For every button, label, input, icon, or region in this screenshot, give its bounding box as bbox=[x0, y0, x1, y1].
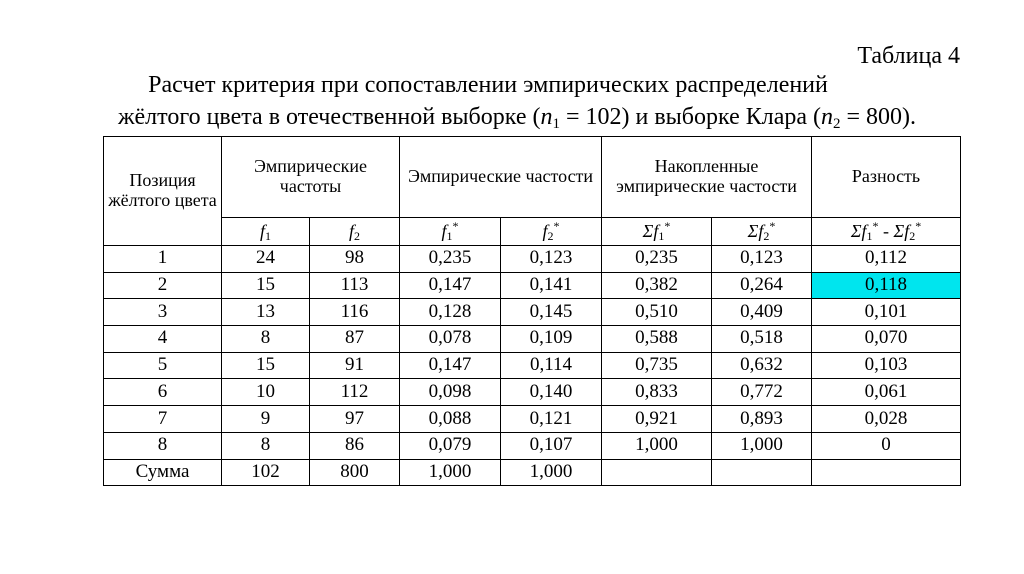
table-cell: 0,772 bbox=[712, 379, 812, 406]
table-cell: 0,109 bbox=[501, 326, 602, 353]
table-cell: 91 bbox=[310, 352, 400, 379]
table-cell bbox=[812, 459, 961, 486]
table-cell: 6 bbox=[104, 379, 222, 406]
table-cell: 8 bbox=[222, 432, 310, 459]
header-empirical-frequencies: Эмпирические частоты bbox=[222, 137, 400, 218]
table-cell: 0,147 bbox=[400, 272, 501, 299]
table-cell: 102 bbox=[222, 459, 310, 486]
table-cell: 0,145 bbox=[501, 299, 602, 326]
table-row bbox=[104, 326, 961, 353]
table-cell: 0,123 bbox=[501, 246, 602, 273]
table-cell: 97 bbox=[310, 406, 400, 433]
table-cell: 0,921 bbox=[602, 406, 712, 433]
table-cell: 113 bbox=[310, 272, 400, 299]
table-row bbox=[104, 432, 961, 459]
table-cell: 2 bbox=[104, 272, 222, 299]
table-cell: 8 bbox=[222, 326, 310, 353]
table-cell: 8 bbox=[104, 432, 222, 459]
table-cell: 0 bbox=[812, 432, 961, 459]
table-cell: 116 bbox=[310, 299, 400, 326]
table-cell: 0,893 bbox=[712, 406, 812, 433]
table-cell: 86 bbox=[310, 432, 400, 459]
table-row bbox=[104, 246, 961, 273]
table-cell: 0,112 bbox=[812, 246, 961, 273]
table-cell: 1,000 bbox=[712, 432, 812, 459]
subheader-f1-star: $f_1^*$ bbox=[400, 218, 501, 246]
subheader-f1: $f_1$ bbox=[222, 218, 310, 246]
table-cell: 1,000 bbox=[400, 459, 501, 486]
caption-fragment: = 102) и выборке Клара ( bbox=[559, 104, 822, 130]
table-row bbox=[104, 406, 961, 433]
subheader-row bbox=[104, 218, 961, 246]
subheader-f2: $f_2$ bbox=[310, 218, 400, 246]
table-cell: 0,107 bbox=[501, 432, 602, 459]
table-cell: 4 bbox=[104, 326, 222, 353]
table-cell: 0,103 bbox=[812, 352, 961, 379]
table-cell: 0,079 bbox=[400, 432, 501, 459]
table-cell: 5 bbox=[104, 352, 222, 379]
table-row bbox=[104, 299, 961, 326]
table-cell: 0,098 bbox=[400, 379, 501, 406]
table-cell: 0,235 bbox=[602, 246, 712, 273]
table-cell bbox=[602, 459, 712, 486]
table-cell: 0,264 bbox=[712, 272, 812, 299]
table-cell: 0,141 bbox=[501, 272, 602, 299]
caption-fragment: = 800). bbox=[840, 104, 917, 130]
table-cell: 0,101 bbox=[812, 299, 961, 326]
subheader-sum-f2-star: $\Sigma f_2^*$ bbox=[712, 218, 812, 246]
caption-fragment: n bbox=[540, 104, 553, 130]
table-cell: 0,632 bbox=[712, 352, 812, 379]
table-cell bbox=[712, 459, 812, 486]
table-cell: 0,735 bbox=[602, 352, 712, 379]
table-cell: 0,833 bbox=[602, 379, 712, 406]
table-cell: 0,588 bbox=[602, 326, 712, 353]
table-cell: 0,028 bbox=[812, 406, 961, 433]
table-cell: 13 bbox=[222, 299, 310, 326]
table-cell: 7 bbox=[104, 406, 222, 433]
caption-line-2 bbox=[5, 104, 1024, 131]
caption-fragment: 2 bbox=[833, 116, 841, 132]
table-cell: 0,409 bbox=[712, 299, 812, 326]
table-cell: 9 bbox=[222, 406, 310, 433]
table-cell: 1,000 bbox=[501, 459, 602, 486]
header-cumulative: Накопленные эмпирические частости bbox=[602, 137, 812, 218]
table-cell: 0,123 bbox=[712, 246, 812, 273]
table-cell: 98 bbox=[310, 246, 400, 273]
highlighted-max-difference: 0,118 bbox=[812, 272, 961, 299]
table-number: Таблица 4 bbox=[857, 43, 960, 69]
table-cell: 1 bbox=[104, 246, 222, 273]
table-cell: 0,121 bbox=[501, 406, 602, 433]
header-position: Позиция жёлтого цвета bbox=[104, 137, 222, 246]
table-cell: 0,147 bbox=[400, 352, 501, 379]
table-cell: 800 bbox=[310, 459, 400, 486]
table-cell: 0,140 bbox=[501, 379, 602, 406]
table-cell: 0,128 bbox=[400, 299, 501, 326]
subheader-f2-star: $f_2^*$ bbox=[501, 218, 602, 246]
table-cell: 15 bbox=[222, 352, 310, 379]
table-cell: 0,070 bbox=[812, 326, 961, 353]
table-cell: Сумма bbox=[104, 459, 222, 486]
table-cell: 0,382 bbox=[602, 272, 712, 299]
table-cell: 0,078 bbox=[400, 326, 501, 353]
table-row bbox=[104, 459, 961, 486]
table-cell: 10 bbox=[222, 379, 310, 406]
table-cell: 0,518 bbox=[712, 326, 812, 353]
table-cell: 0,061 bbox=[812, 379, 961, 406]
table-cell: 0,114 bbox=[501, 352, 602, 379]
table-row bbox=[104, 272, 961, 299]
caption-fragment: 1 bbox=[552, 116, 560, 132]
table-row bbox=[104, 352, 961, 379]
subheader-sum-f1-star: $\Sigma f_1^*$ bbox=[602, 218, 712, 246]
table-cell: 1,000 bbox=[602, 432, 712, 459]
table-cell: 15 bbox=[222, 272, 310, 299]
header-empirical-relative: Эмпирические частости bbox=[400, 137, 602, 218]
header-difference: Разность bbox=[812, 137, 961, 218]
caption-fragment: жёлтого цвета в отечественной выборке ( bbox=[117, 104, 541, 130]
table-cell: 3 bbox=[104, 299, 222, 326]
caption-fragment: n bbox=[821, 104, 834, 130]
table-row bbox=[104, 379, 961, 406]
table-cell: 112 bbox=[310, 379, 400, 406]
table-cell: 24 bbox=[222, 246, 310, 273]
table-cell: 0,510 bbox=[602, 299, 712, 326]
table-cell: 0,235 bbox=[400, 246, 501, 273]
table-cell: 87 bbox=[310, 326, 400, 353]
results-table bbox=[103, 136, 961, 486]
header-row bbox=[104, 137, 961, 218]
subheader-difference-formula: $\Sigma f_1^* - \Sigma f_2^*$ bbox=[812, 218, 961, 246]
caption-line-1: Расчет критерия при сопоставлении эмпирических распределений bbox=[148, 72, 828, 98]
table-cell: 0,088 bbox=[400, 406, 501, 433]
